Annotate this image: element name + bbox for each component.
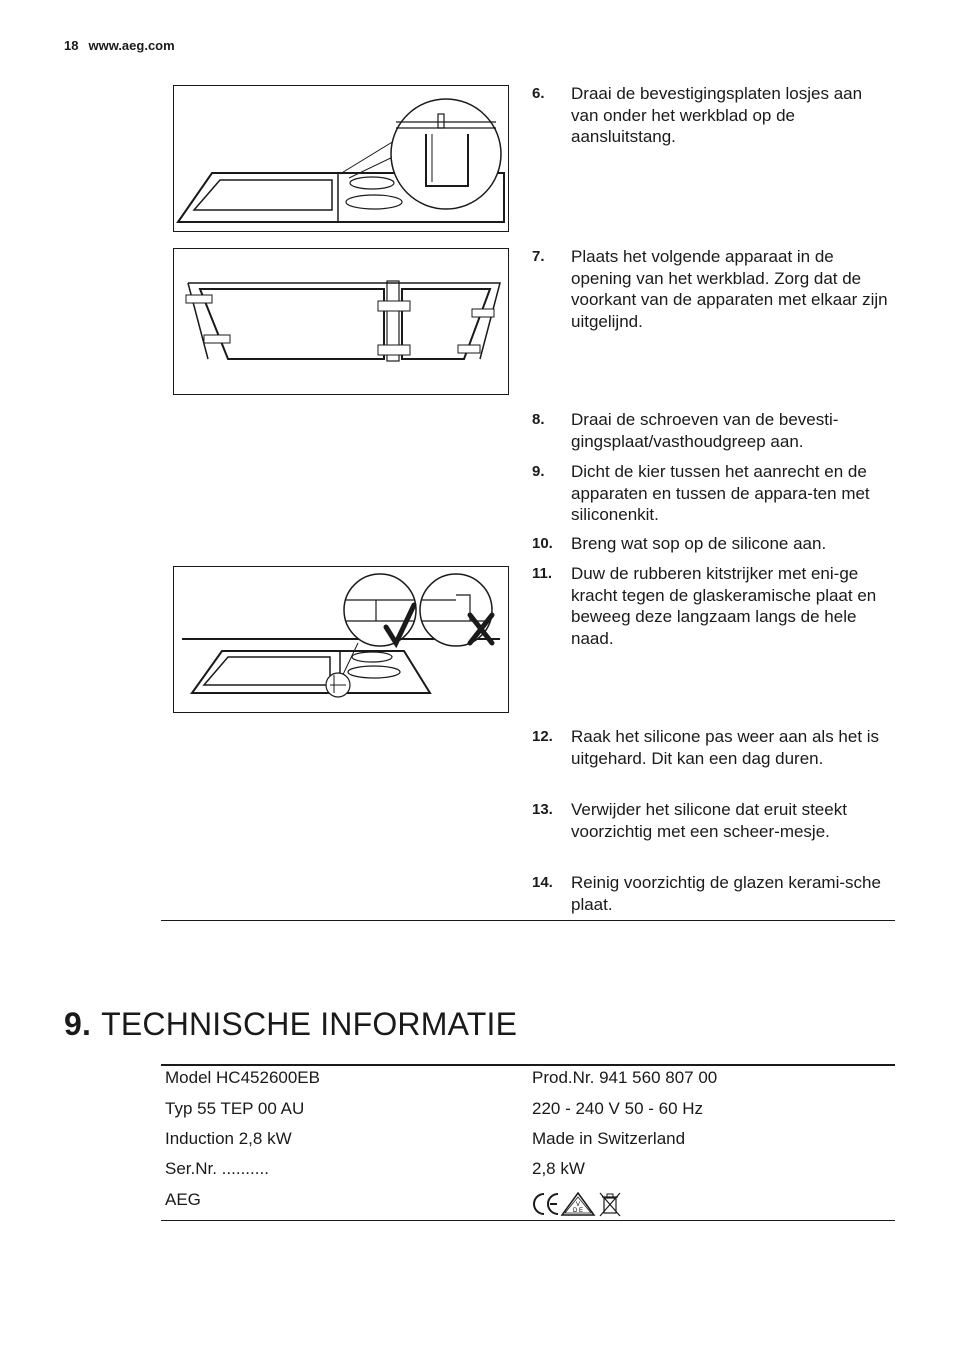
step-number: 6. [532,85,545,102]
ce-mark-icon [534,1194,558,1214]
step-text: Verwijder het silicone dat eruit steekt voorzichtig met een scheer-mesje. [571,800,847,841]
step-number: 12. [532,728,553,745]
page-number: 18 [64,38,79,53]
figure-align-appliances [173,248,509,395]
step-number: 9. [532,463,545,480]
table-cell: 2,8 kW [532,1159,585,1178]
vde-mark-icon [562,1193,594,1215]
vde-letters-de: D E [572,1208,584,1214]
step-text: Plaats het volgende apparaat in de opening van het werkblad. Zorg dat de voorkant van de apparaten met elkaar zijn uitgelijnd. [571,247,888,331]
seal-check-illustration [174,567,508,712]
step-text: Duw de rubberen kitstrijker met eni-ge kracht tegen de glaskeramische plaat en beweeg deze langzaam langs de hele naad. [571,564,877,648]
section-heading [64,1006,517,1043]
step-number: 10. [532,535,553,552]
step-text: Draai de bevestigingsplaten losjes aan van onder het werkblad op de aansluitstang. [571,84,863,146]
table-top-rule [161,1064,895,1066]
hob-detail-illustration [174,86,508,231]
step-number: 8. [532,411,545,428]
step-text: Breng wat sop op de silicone aan. [571,534,827,553]
figure-mounting-plates [173,85,509,232]
step-number: 11. [532,565,553,582]
table-cell: Ser.Nr. .......... [165,1159,269,1178]
table-bottom-rule [161,1220,895,1221]
step-number: 7. [532,248,545,265]
certification-marks [532,1190,624,1223]
section-divider [161,920,895,921]
section-number: 9. [64,1006,92,1042]
table-cell: AEG [165,1190,201,1209]
bad-seal-detail [420,574,492,646]
page-header [64,38,175,53]
table-cell: Made in Switzerland [532,1129,686,1148]
section-title: TECHNISCHE INFORMATIE [101,1006,518,1042]
step-text: Reinig voorzichtig de glazen kerami-sche plaat. [571,873,881,914]
step-number: 14. [532,874,553,891]
vde-letter-v: V [575,1202,581,1208]
table-cell: Model HC452600EB [165,1068,320,1087]
two-hobs-illustration [174,249,508,394]
step-number: 13. [532,801,553,818]
header-url: www.aeg.com [88,38,175,53]
table-cell: Prod.Nr. 941 560 807 00 [532,1068,718,1087]
table-cell: 220 - 240 V 50 - 60 Hz [532,1099,704,1118]
good-seal-detail [344,574,416,646]
table-cell: Induction 2,8 kW [165,1129,292,1148]
step-text: Draai de schroeven van de bevesti-gingsplaat/vasthoudgreep aan. [571,410,839,451]
figure-silicone-seal [173,566,509,713]
table-cell: Typ 55 TEP 00 AU [165,1099,305,1118]
step-text: Raak het silicone pas weer aan als het is uitgehard. Dit kan een dag duren. [571,727,880,768]
step-text: Dicht de kier tussen het aanrecht en de apparaten en tussen de appara-ten met siliconenkit. [571,462,870,524]
weee-bin-icon [600,1193,620,1216]
